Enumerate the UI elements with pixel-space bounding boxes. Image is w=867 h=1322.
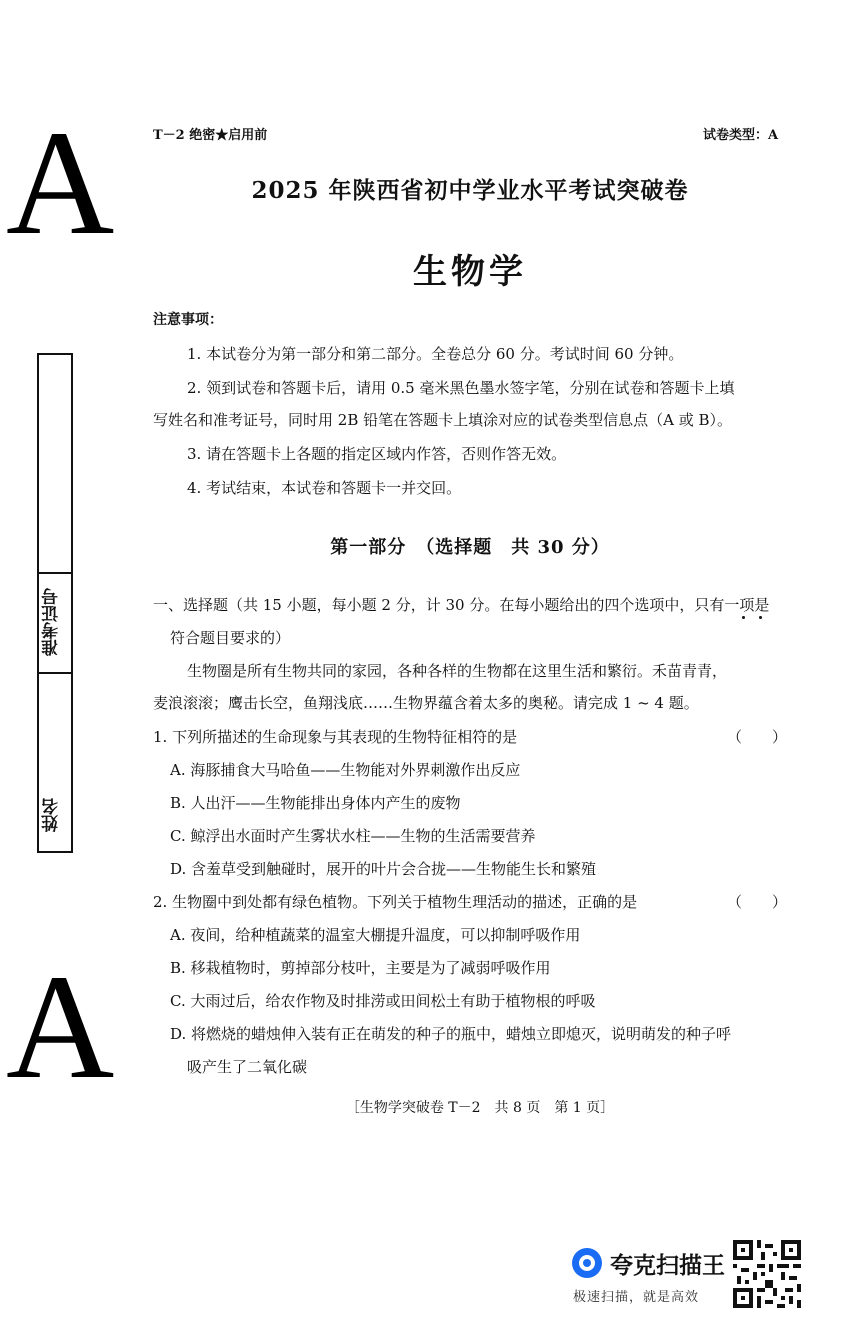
question-1-option-b: B. 人出汗——生物能排出身体内产生的废物: [170, 794, 461, 812]
subject-title: 生物学: [413, 252, 527, 292]
part-intro: 生物圈是所有生物共同的家园，各种各样的生物都在这里生活和繁衍。禾苗青青，: [187, 662, 728, 680]
watermark-letter-top: A: [6, 100, 115, 266]
question-1-stem: 1. 下列所描述的生命现象与其表现的生物特征相符的是: [153, 728, 518, 746]
notice-heading: 注意事项：: [153, 312, 223, 328]
question-1-option-a: A. 海豚捕食大马哈鱼——生物能对外界刺激作出反应: [170, 761, 521, 779]
notice-item-4: 4. 考试结束，本试卷和答题卡一并交回。: [187, 479, 462, 497]
question-2-option-a: A. 夜间，给种植蔬菜的温室大棚提升温度，可以抑制呼吸作用: [170, 926, 581, 944]
header-left: T－2 绝密★启用前: [153, 128, 268, 143]
part-heading-cont: 符合题目要求的）: [170, 629, 291, 647]
part-intro-cont: 麦浪滚滚；鹰击长空，鱼翔浅底……生物界蕴含着太多的奥秘。请完成 1 ~ 4 题。: [153, 694, 699, 712]
notice-item-1: 1. 本试卷分为第一部分和第二部分。全卷总分 60 分。考试时间 60 分钟。: [187, 345, 684, 363]
part-heading: 一、选择题（共 15 小题，每小题 2 分，计 30 分。在每小题给出的四个选项中，只有一项是: [153, 596, 770, 614]
emphasis-dot: [742, 616, 745, 619]
side-info-box: [37, 353, 73, 853]
name-label: 姓名: [42, 798, 62, 832]
watermark-letter-bottom: A: [6, 944, 115, 1110]
side-divider: [39, 572, 71, 574]
notice-item-3: 3. 请在答题卡上各题的指定区域内作答，否则作答无效。: [187, 445, 567, 463]
notice-item-2: 2. 领到试卷和答题卡后，请用 0.5 毫米黑色墨水签字笔，分别在试卷和答题卡上填: [187, 379, 735, 397]
brand-slogan: 极速扫描，就是高效: [573, 1290, 700, 1305]
question-1-answer-blank: （ ）: [727, 728, 788, 746]
question-2-option-c: C. 大雨过后，给农作物及时排涝或田间松土有助于植物根的呼吸: [170, 992, 596, 1010]
question-2-option-d: D. 将燃烧的蜡烛伸入装有正在萌发的种子的瓶中，蜡烛立即熄灭，说明萌发的种子呼: [170, 1025, 732, 1043]
section-title: 第一部分 （选择题 共 30 分）: [330, 537, 610, 558]
exam-title: 2025 年陕西省初中学业水平考试突破卷: [251, 177, 689, 204]
question-2-option-d-cont: 吸产生了二氧化碳: [187, 1058, 308, 1076]
qr-code-icon: [733, 1240, 801, 1308]
quark-logo-icon: [572, 1248, 602, 1278]
question-2-stem: 2. 生物圈中到处都有绿色植物。下列关于植物生理活动的描述，正确的是: [153, 893, 638, 911]
emphasis-dot: [759, 616, 762, 619]
exam-number-label: 准考证号: [42, 588, 62, 656]
question-1-option-d: D. 含羞草受到触碰时，展开的叶片会合拢——生物能生长和繁殖: [170, 860, 597, 878]
page-footer: ［生物学突破卷 T－2 共 8 页 第 1 页］: [345, 1100, 615, 1116]
notice-item-2-cont: 写姓名和准考证号，同时用 2B 铅笔在答题卡上填涂对应的试卷类型信息点（A 或 B）。: [153, 411, 732, 429]
question-2-answer-blank: （ ）: [727, 893, 788, 911]
side-divider: [39, 672, 71, 674]
header-right: 试卷类型：A: [703, 128, 779, 143]
question-2-option-b: B. 移栽植物时，剪掉部分枝叶，主要是为了减弱呼吸作用: [170, 959, 551, 977]
question-1-option-c: C. 鲸浮出水面时产生雾状水柱——生物的生活需要营养: [170, 827, 536, 845]
brand-name: 夸克扫描王: [610, 1253, 725, 1279]
